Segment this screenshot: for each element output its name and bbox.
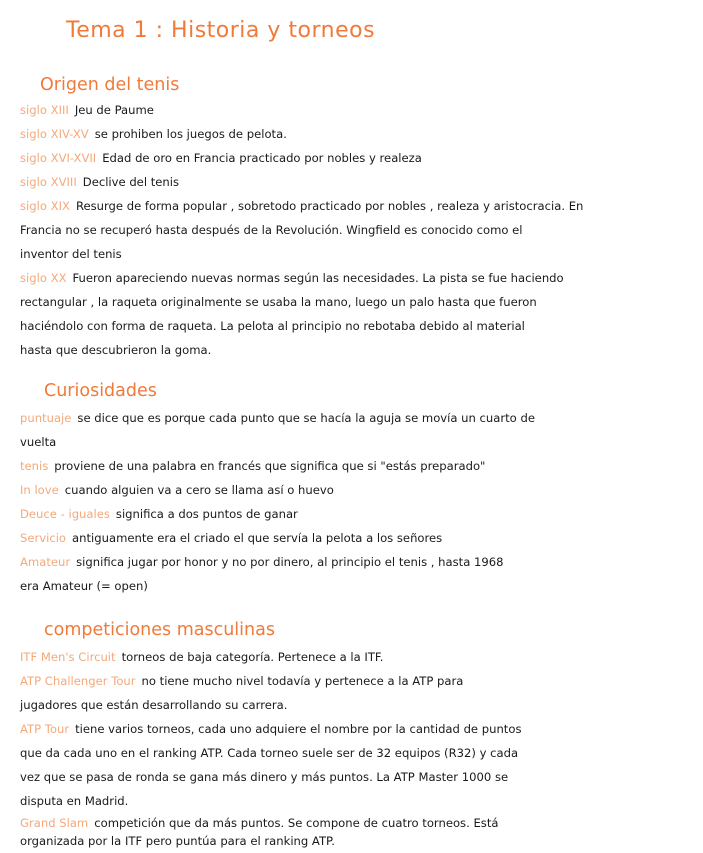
item-text: que da cada uno en el ranking ATP. Cada torneo suele ser de 32 equipos (R32) y cada <box>20 746 519 760</box>
item-text: torneos de baja categoría. Pertenece a la ITF. <box>121 650 384 664</box>
item-text: se dice que es porque cada punto que se hacía la aguja se movía un cuarto de <box>77 411 535 425</box>
origen-item-2 <box>20 146 696 170</box>
item-text: antiguamente era el criado el que servía la pelota a los señores <box>72 531 443 545</box>
item-text: significa jugar por honor y no por dinero, al principio el tenis , hasta 1968 <box>76 555 504 569</box>
item-text: no tiene mucho nivel todavía y pertenece a la ATP para <box>141 674 464 688</box>
item-text: era Amateur (= open) <box>20 579 148 593</box>
competiciones-item-3 <box>20 811 696 847</box>
section-heading-curiosidades: Curiosidades <box>44 381 157 401</box>
item-tag: ATP Tour <box>20 722 70 736</box>
item-text: cuando alguien va a cero se llama así o huevo <box>64 483 334 497</box>
item-tag: ITF Men's Circuit <box>20 650 116 664</box>
competiciones-item-0 <box>20 645 696 669</box>
competiciones-item-2 <box>20 717 696 813</box>
item-tag: siglo XX <box>20 271 67 285</box>
origen-item-0 <box>20 98 696 122</box>
origen-item-1 <box>20 122 696 146</box>
item-text: Jeu de Paume <box>74 103 154 117</box>
item-tag: Deuce - iguales <box>20 507 110 521</box>
item-tag: siglo XIII <box>20 103 69 117</box>
item-text: proviene de una palabra en francés que significa que si "estás preparado" <box>54 459 486 473</box>
curiosidades-item-2 <box>20 478 696 502</box>
item-text: disputa en Madrid. <box>20 794 129 808</box>
item-tag: Grand Slam <box>20 816 89 830</box>
item-tag: tenis <box>20 459 49 473</box>
page-title: Tema 1 : Historia y torneos <box>66 18 376 43</box>
item-text: inventor del tenis <box>20 247 122 261</box>
section-heading-competiciones: competiciones masculinas <box>44 620 275 640</box>
item-text: Resurge de forma popular , sobretodo practicado por nobles , realeza y aristocracia. En <box>75 199 584 213</box>
origen-item-5 <box>20 266 696 362</box>
item-text: rectangular , la raqueta originalmente se usaba la mano, luego un palo hasta que fueron <box>20 295 537 309</box>
item-tag: Amateur <box>20 555 71 569</box>
item-text: jugadores que están desarrollando su carrera. <box>20 698 288 712</box>
item-tag: Servicio <box>20 531 67 545</box>
item-text: tiene varios torneos, cada uno adquiere el nombre por la cantidad de puntos <box>75 722 522 736</box>
item-text: organizada por la ITF pero puntúa para el ranking ATP. <box>20 834 335 848</box>
item-tag: siglo XVI-XVII <box>20 151 97 165</box>
item-text: Edad de oro en Francia practicado por nobles y realeza <box>102 151 422 165</box>
item-text: Fueron apareciendo nuevas normas según las necesidades. La pista se fue haciendo <box>72 271 564 285</box>
item-text: competición que da más puntos. Se compone de cuatro torneos. Está <box>94 816 499 830</box>
item-text: hasta que descubrieron la goma. <box>20 343 212 357</box>
item-tag: siglo XVIII <box>20 175 77 189</box>
curiosidades-item-5 <box>20 550 696 598</box>
origen-item-4 <box>20 194 696 266</box>
item-text: se prohiben los juegos de pelota. <box>94 127 287 141</box>
item-text: Declive del tenis <box>82 175 180 189</box>
curiosidades-item-1 <box>20 454 696 478</box>
section-heading-origen: Origen del tenis <box>40 75 180 95</box>
curiosidades-item-3 <box>20 502 696 526</box>
origen-item-3 <box>20 170 696 194</box>
competiciones-item-1 <box>20 669 696 717</box>
item-tag: siglo XIX <box>20 199 70 213</box>
item-text: significa a dos puntos de ganar <box>115 507 298 521</box>
curiosidades-item-4 <box>20 526 696 550</box>
item-tag: In love <box>20 483 59 497</box>
item-tag: puntuaje <box>20 411 72 425</box>
item-tag: ATP Challenger Tour <box>20 674 136 688</box>
item-text: vuelta <box>20 435 57 449</box>
item-tag: siglo XIV-XV <box>20 127 89 141</box>
item-text: vez que se pasa de ronda se gana más dinero y más puntos. La ATP Master 1000 se <box>20 770 509 784</box>
item-text: Francia no se recuperó hasta después de la Revolución. Wingfield es conocido como el <box>20 223 523 237</box>
curiosidades-item-0 <box>20 406 696 454</box>
item-text: haciéndolo con forma de raqueta. La pelota al principio no rebotaba debido al material <box>20 319 525 333</box>
